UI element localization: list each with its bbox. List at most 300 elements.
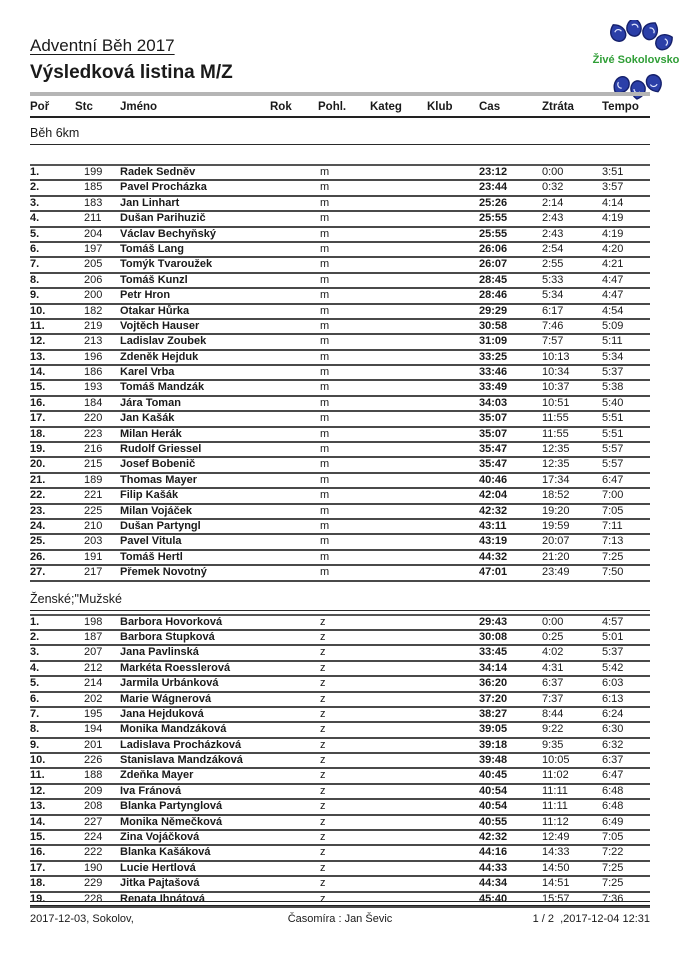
cell-stc: 183 <box>84 196 103 209</box>
cell-stc: 212 <box>84 661 103 674</box>
cell-klub <box>427 381 479 394</box>
cell-rok <box>270 489 318 502</box>
cell-stc: 209 <box>84 784 103 797</box>
cell-cas: 43:19 <box>479 535 508 548</box>
cell-tempo: 5:01 <box>602 630 624 643</box>
cell-jmeno: Tomýk Tvaroužek <box>120 258 213 271</box>
cell-pohl: m <box>320 319 330 332</box>
cell-por: 13. <box>30 350 46 363</box>
cell-pohl: m <box>320 427 330 440</box>
cell-ztrata: 6:17 <box>542 304 564 317</box>
cell-klub <box>427 351 479 364</box>
cell-klub <box>427 535 479 548</box>
cell-tempo: 7:25 <box>602 550 624 563</box>
cell-rok <box>270 181 318 194</box>
cell-por: 10. <box>30 754 46 767</box>
table-row <box>30 631 650 646</box>
cell-rok <box>270 458 318 471</box>
cell-jmeno: Tomáš Mandzák <box>120 381 205 394</box>
table-row <box>30 197 650 212</box>
cell-ztrata: 7:46 <box>542 319 564 332</box>
table-row <box>30 769 650 784</box>
cell-pohl: m <box>320 350 330 363</box>
cell-por: 17. <box>30 412 46 425</box>
cell-tempo: 6:48 <box>602 784 624 797</box>
cell-pohl: m <box>320 289 330 302</box>
cell-klub <box>427 785 479 798</box>
cell-por: 5. <box>30 677 40 690</box>
cell-stc: 225 <box>84 504 103 517</box>
cell-por: 4. <box>30 212 40 225</box>
cell-jmeno: Stanislava Mandzáková <box>120 754 243 767</box>
cell-klub <box>427 428 479 441</box>
cell-kateg <box>370 816 427 829</box>
cell-stc: 190 <box>84 861 103 874</box>
cell-jmeno: Lucie Hertlová <box>120 861 196 874</box>
cell-klub <box>427 289 479 302</box>
cell-stc: 187 <box>84 630 103 643</box>
cell-cas: 39:18 <box>479 738 508 751</box>
cell-pohl: z <box>320 754 326 767</box>
cell-kateg <box>370 831 427 844</box>
cell-ztrata: 6:37 <box>542 677 564 690</box>
cell-rok <box>270 474 318 487</box>
table-row <box>30 723 650 738</box>
cell-cas: 35:47 <box>479 443 508 456</box>
cell-cas: 44:16 <box>479 846 508 859</box>
cell-ztrata: 5:33 <box>542 273 564 286</box>
cell-por: 25. <box>30 535 46 548</box>
cell-rok <box>270 831 318 844</box>
cell-klub <box>427 197 479 210</box>
cell-tempo: 7:22 <box>602 846 624 859</box>
cell-tempo: 5:37 <box>602 646 624 659</box>
cell-por: 8. <box>30 723 40 736</box>
cell-ztrata: 2:14 <box>542 196 564 209</box>
cell-klub <box>427 443 479 456</box>
cell-klub <box>427 166 479 179</box>
cell-ztrata: 0:00 <box>542 615 564 628</box>
cell-ztrata: 18:52 <box>542 489 570 502</box>
cell-ztrata: 11:55 <box>542 427 569 440</box>
table-row <box>30 351 650 366</box>
cell-cas: 44:32 <box>479 550 508 563</box>
cell-cas: 45:40 <box>479 892 508 905</box>
table-row <box>30 846 650 861</box>
cell-klub <box>427 708 479 721</box>
cell-por: 1. <box>30 615 40 628</box>
cell-kateg <box>370 631 427 644</box>
cell-stc: 204 <box>84 227 103 240</box>
table-row <box>30 228 650 243</box>
cell-cas: 43:11 <box>479 519 507 532</box>
cell-cas: 42:32 <box>479 504 508 517</box>
cell-jmeno: Tomáš Hertl <box>120 550 183 563</box>
cell-ztrata: 15:57 <box>542 892 570 905</box>
cell-jmeno: Thomas Mayer <box>120 473 198 486</box>
cell-cas: 40:54 <box>479 800 508 813</box>
cell-kateg <box>370 474 427 487</box>
table-row <box>30 166 650 181</box>
cell-jmeno: Milan Vojáček <box>120 504 192 517</box>
cell-ztrata: 7:57 <box>542 335 564 348</box>
table-row <box>30 212 650 227</box>
cell-pohl: m <box>320 443 330 456</box>
cell-cas: 25:26 <box>479 196 508 209</box>
cell-jmeno: Jan Kašák <box>120 412 175 425</box>
cell-por: 23. <box>30 504 46 517</box>
column-header-klub: Klub <box>427 101 453 113</box>
cell-stc: 208 <box>84 800 103 813</box>
cell-cas: 39:48 <box>479 754 508 767</box>
cell-por: 13. <box>30 800 46 813</box>
cell-kateg <box>370 723 427 736</box>
cell-pohl: m <box>320 519 330 532</box>
cell-stc: 215 <box>84 458 103 471</box>
cell-cas: 31:09 <box>479 335 508 348</box>
cell-ztrata: 10:05 <box>542 754 570 767</box>
cell-klub <box>427 631 479 644</box>
cell-tempo: 4:57 <box>602 615 624 628</box>
cell-rok <box>270 723 318 736</box>
cell-pohl: m <box>320 535 330 548</box>
cell-jmeno: Blanka Partynglová <box>120 800 223 813</box>
cell-cas: 25:55 <box>479 227 508 240</box>
cell-por: 11. <box>30 769 45 782</box>
cell-klub <box>427 831 479 844</box>
cell-pohl: m <box>320 489 330 502</box>
cell-jmeno: Blanka Kašáková <box>120 846 211 859</box>
cell-jmeno: Monika Němečková <box>120 815 223 828</box>
cell-rok <box>270 816 318 829</box>
table-row <box>30 289 650 304</box>
cell-klub <box>427 366 479 379</box>
table-row <box>30 662 650 677</box>
cell-tempo: 6:30 <box>602 723 624 736</box>
cell-cas: 36:20 <box>479 677 508 690</box>
cell-tempo: 5:57 <box>602 458 624 471</box>
cell-ztrata: 7:37 <box>542 692 564 705</box>
footer-page-number: 1 / 2 ,2017-12-04 12:31 <box>532 913 650 925</box>
column-header-cas: Čas <box>479 101 501 113</box>
cell-klub <box>427 800 479 813</box>
cell-rok <box>270 862 318 875</box>
cell-ztrata: 9:22 <box>542 723 564 736</box>
cell-ztrata: 19:20 <box>542 504 570 517</box>
cell-tempo: 4:19 <box>602 227 624 240</box>
cell-por: 19. <box>30 892 46 905</box>
cell-ztrata: 17:34 <box>542 473 570 486</box>
cell-stc: 213 <box>84 335 103 348</box>
cell-kateg <box>370 785 427 798</box>
cell-cas: 37:20 <box>479 692 508 705</box>
cell-por: 15. <box>30 381 46 394</box>
cell-rok <box>270 877 318 890</box>
cell-stc: 194 <box>84 723 103 736</box>
cell-por: 26. <box>30 550 46 563</box>
cell-ztrata: 11:11 <box>542 800 568 813</box>
cell-jmeno: Marie Wágnerová <box>120 692 212 705</box>
cell-jmeno: Jitka Pajtašová <box>120 877 200 890</box>
cell-ztrata: 11:11 <box>542 784 568 797</box>
cell-tempo: 6:37 <box>602 754 624 767</box>
cell-kateg <box>370 181 427 194</box>
cell-jmeno: Filip Kašák <box>120 489 179 502</box>
cell-cas: 33:25 <box>479 350 508 363</box>
cell-jmeno: Rudolf Griessel <box>120 443 202 456</box>
cell-stc: 228 <box>84 892 103 905</box>
cell-ztrata: 12:35 <box>542 458 570 471</box>
cell-tempo: 7:25 <box>602 877 624 890</box>
table-row <box>30 677 650 692</box>
column-header-tempo: Tempo <box>602 101 639 113</box>
cell-rok <box>270 381 318 394</box>
cell-por: 6. <box>30 242 40 255</box>
cell-cas: 44:33 <box>479 861 508 874</box>
cell-ztrata: 11:02 <box>542 769 569 782</box>
cell-pohl: z <box>320 846 326 859</box>
section-heading-text: Ženské;"Mužské <box>30 591 122 606</box>
cell-kateg <box>370 458 427 471</box>
cell-kateg <box>370 693 427 706</box>
cell-stc: 200 <box>84 289 103 302</box>
cell-ztrata: 20:07 <box>542 535 570 548</box>
table-row <box>30 243 650 258</box>
cell-stc: 193 <box>84 381 103 394</box>
results-section <box>30 588 650 908</box>
cell-rok <box>270 566 318 579</box>
cell-tempo: 6:03 <box>602 677 624 690</box>
cell-rok <box>270 351 318 364</box>
cell-stc: 186 <box>84 366 103 379</box>
cell-kateg <box>370 258 427 271</box>
cell-stc: 196 <box>84 350 103 363</box>
cell-rok <box>270 708 318 721</box>
cell-tempo: 6:32 <box>602 738 624 751</box>
table-row <box>30 274 650 289</box>
table-row <box>30 258 650 273</box>
cell-jmeno: Jana Hejduková <box>120 707 204 720</box>
cell-rok <box>270 739 318 752</box>
cell-por: 10. <box>30 304 46 317</box>
cell-pohl: z <box>320 861 326 874</box>
cell-ztrata: 10:51 <box>542 396 570 409</box>
cell-stc: 214 <box>84 677 103 690</box>
cell-por: 6. <box>30 692 40 705</box>
table-row <box>30 535 650 550</box>
cell-stc: 229 <box>84 877 103 890</box>
table-row <box>30 877 650 892</box>
cell-pohl: m <box>320 550 330 563</box>
cell-jmeno: Petr Hron <box>120 289 171 302</box>
table-row <box>30 754 650 769</box>
cell-klub <box>427 258 479 271</box>
cell-cas: 23:44 <box>479 181 508 194</box>
cell-cas: 26:07 <box>479 258 508 271</box>
cell-por: 14. <box>30 815 46 828</box>
cell-ztrata: 10:34 <box>542 366 570 379</box>
cell-pohl: m <box>320 458 330 471</box>
cell-jmeno: Renata Ihnátová <box>120 892 205 905</box>
cell-ztrata: 11:12 <box>542 815 569 828</box>
table-row <box>30 566 650 581</box>
cell-stc: 226 <box>84 754 103 767</box>
cell-kateg <box>370 289 427 302</box>
cell-tempo: 5:09 <box>602 319 624 332</box>
cell-cas: 29:29 <box>479 304 508 317</box>
cell-tempo: 6:49 <box>602 815 624 828</box>
cell-pohl: m <box>320 166 330 178</box>
cell-klub <box>427 877 479 890</box>
cell-jmeno: Tomáš Lang <box>120 242 184 255</box>
cell-klub <box>427 846 479 859</box>
cell-kateg <box>370 228 427 241</box>
cell-klub <box>427 616 479 629</box>
cell-klub <box>427 739 479 752</box>
cell-tempo: 7:00 <box>602 489 624 502</box>
cell-rok <box>270 289 318 302</box>
cell-tempo: 5:51 <box>602 412 624 425</box>
cell-kateg <box>370 551 427 564</box>
cell-rok <box>270 631 318 644</box>
cell-tempo: 7:11 <box>602 519 623 532</box>
cell-rok <box>270 785 318 798</box>
table-row <box>30 366 650 381</box>
cell-pohl: m <box>320 304 330 317</box>
cell-stc: 202 <box>84 692 103 705</box>
cell-pohl: z <box>320 769 326 782</box>
cell-por: 20. <box>30 458 46 471</box>
table-row <box>30 443 650 458</box>
table-row <box>30 708 650 723</box>
cell-tempo: 7:25 <box>602 861 624 874</box>
cell-klub <box>427 693 479 706</box>
cell-pohl: m <box>320 212 330 225</box>
cell-pohl: z <box>320 615 326 628</box>
cell-rok <box>270 662 318 675</box>
cell-ztrata: 10:37 <box>542 381 570 394</box>
cell-rok <box>270 335 318 348</box>
cell-por: 12. <box>30 784 46 797</box>
cell-stc: 203 <box>84 535 103 548</box>
cell-rok <box>270 551 318 564</box>
cell-klub <box>427 320 479 333</box>
cell-jmeno: Pavel Procházka <box>120 181 207 194</box>
cell-ztrata: 4:31 <box>542 661 564 674</box>
cell-ztrata: 12:35 <box>542 443 570 456</box>
cell-tempo: 4:21 <box>602 258 624 271</box>
cell-klub <box>427 228 479 241</box>
cell-tempo: 5:34 <box>602 350 624 363</box>
cell-kateg <box>370 397 427 410</box>
cell-por: 5. <box>30 227 40 240</box>
cell-cas: 26:06 <box>479 242 508 255</box>
table-row <box>30 489 650 504</box>
section-heading <box>30 588 650 611</box>
cell-ztrata: 10:13 <box>542 350 570 363</box>
cell-rok <box>270 520 318 533</box>
cell-klub <box>427 816 479 829</box>
cell-rok <box>270 800 318 813</box>
cell-rok <box>270 258 318 271</box>
cell-ztrata: 2:55 <box>542 258 564 271</box>
cell-cas: 33:49 <box>479 381 508 394</box>
cell-ztrata: 5:34 <box>542 289 564 302</box>
cell-tempo: 3:57 <box>602 181 624 194</box>
cell-stc: 195 <box>84 707 103 720</box>
cell-cas: 40:45 <box>479 769 508 782</box>
cell-kateg <box>370 535 427 548</box>
footer-date-location: 2017-12-03, Sokolov, <box>30 913 134 925</box>
cell-cas: 42:04 <box>479 489 508 502</box>
cell-klub <box>427 754 479 767</box>
cell-klub <box>427 677 479 690</box>
cell-klub <box>427 412 479 425</box>
cell-cas: 35:07 <box>479 412 508 425</box>
cell-stc: 201 <box>84 738 103 751</box>
cell-stc: 223 <box>84 427 103 440</box>
cell-stc: 220 <box>84 412 103 425</box>
cell-por: 11. <box>30 319 45 332</box>
cell-tempo: 5:57 <box>602 443 624 456</box>
cell-por: 14. <box>30 366 46 379</box>
cell-ztrata: 11:55 <box>542 412 569 425</box>
cell-stc: 205 <box>84 258 103 271</box>
cell-kateg <box>370 381 427 394</box>
cell-pohl: z <box>320 630 326 643</box>
cell-rok <box>270 428 318 441</box>
cell-kateg <box>370 274 427 287</box>
cell-por: 2. <box>30 630 40 643</box>
cell-tempo: 7:50 <box>602 566 624 579</box>
cell-ztrata: 14:33 <box>542 846 570 859</box>
cell-jmeno: Pavel Vitula <box>120 535 182 548</box>
cell-stc: 182 <box>84 304 103 317</box>
cell-jmeno: Barbora Stupková <box>120 630 215 643</box>
cell-tempo: 4:20 <box>602 242 624 255</box>
column-header-stc: Stc <box>75 101 93 113</box>
cell-jmeno: Zina Vojáčková <box>120 831 200 844</box>
cell-tempo: 5:11 <box>602 335 623 348</box>
cell-stc: 207 <box>84 646 103 659</box>
cell-kateg <box>370 166 427 179</box>
cell-stc: 199 <box>84 166 103 178</box>
results-rows <box>30 614 650 908</box>
cell-rok <box>270 243 318 256</box>
cell-rok <box>270 274 318 287</box>
cell-rok <box>270 366 318 379</box>
cell-por: 27. <box>30 566 46 579</box>
cell-stc: 211 <box>84 212 102 225</box>
cell-ztrata: 12:49 <box>542 831 570 844</box>
cell-ztrata: 0:25 <box>542 630 564 643</box>
table-row <box>30 693 650 708</box>
column-header-por: Poř <box>30 101 50 113</box>
cell-pohl: m <box>320 258 330 271</box>
cell-por: 15. <box>30 831 46 844</box>
cell-cas: 35:07 <box>479 427 508 440</box>
cell-por: 16. <box>30 846 46 859</box>
cell-rok <box>270 677 318 690</box>
cell-kateg <box>370 800 427 813</box>
cell-pohl: m <box>320 227 330 240</box>
cell-stc: 216 <box>84 443 103 456</box>
cell-kateg <box>370 769 427 782</box>
cell-cas: 33:46 <box>479 366 508 379</box>
cell-pohl: m <box>320 335 330 348</box>
cell-cas: 28:45 <box>479 273 508 286</box>
cell-klub <box>427 181 479 194</box>
